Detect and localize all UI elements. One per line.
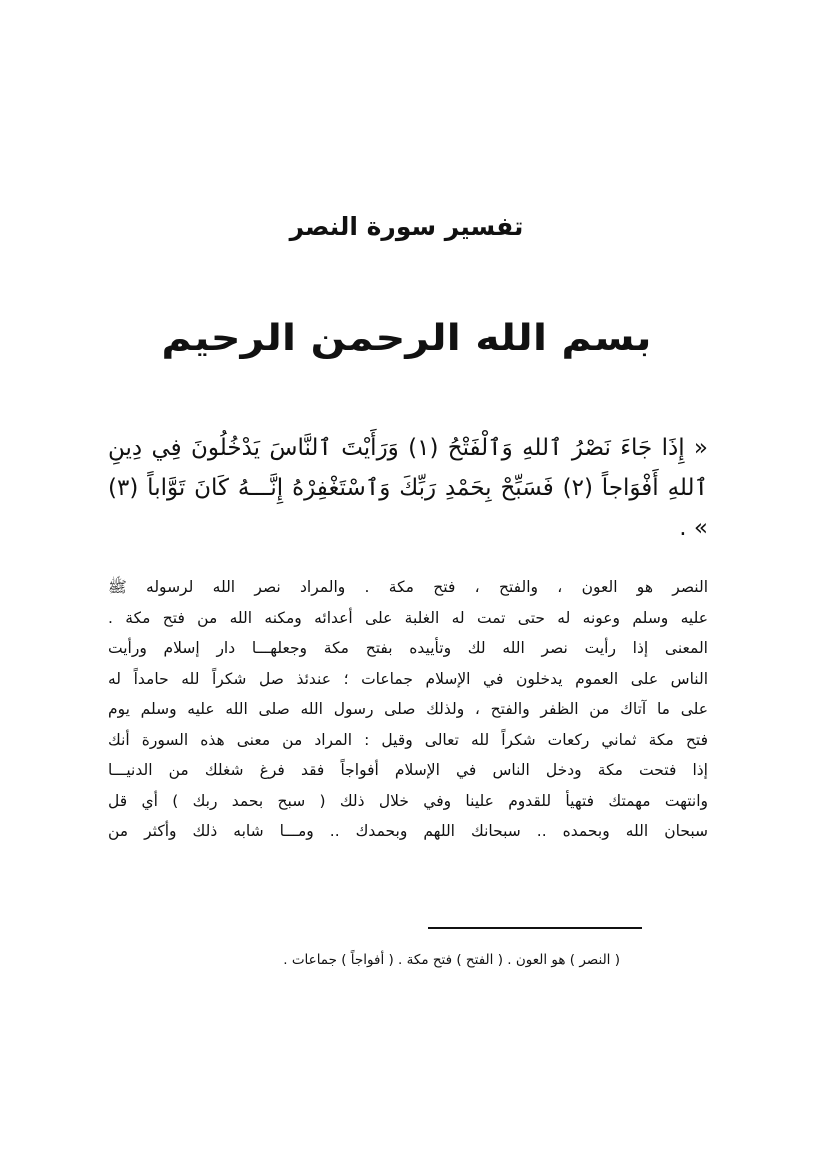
commentary-line: إذا فتحت مكة ودخل الناس في الإسلام أفواجاً فقد فرغ شغلك من الدنيـــا (108, 761, 708, 779)
commentary-line: المعنى إذا رأيت نصر الله لك وتأييده بفتح مكة وجعلهـــا دار إسلام ورأيت (108, 639, 708, 657)
basmala-calligraphy: بسم الله الرحمن الرحيم (161, 318, 652, 359)
commentary-line: النصر هو العون ، والفتح ، فتح مكة . والمراد نصر الله لرسوله ﷺ (108, 578, 708, 596)
commentary-line: وانتهت مهمتك فتهيأ للقدوم علينا وفي خلال ذلك ( سبح بحمد ربك ) أي قل (108, 791, 708, 810)
page-title: تفسير سورة النصر (289, 212, 524, 241)
commentary-text (108, 572, 708, 847)
commentary-line: الناس على العموم يدخلون في الإسلام جماعات ؛ عندئذ صل شكراً لله حامداً له (108, 669, 708, 688)
quran-verse: « إِذَا جَاءَ نَصْرُ ٱللهِ وَٱلْفَتْحُ (١) وَرَأَيْتَ ٱلنَّاسَ يَدْخُلُونَ فِي دِينِ ٱللهِ أَفْوَاجاً (٢) فَسَبِّحْ بِحَمْدِ رَبِّكَ وَٱسْتَغْفِرْهُ إِنَّـــهُ كَانَ تَوَّاباً (٣) » . (108, 435, 708, 541)
commentary-line: فتح مكة ثماني ركعات شكراً لله تعالى وقيل : المراد من معنى هذه السورة أنك (108, 730, 708, 749)
footnote-divider (428, 927, 642, 929)
footnote: ( النصر ) هو العون . ( الفتح ) فتح مكة . ( أفواجاً ) جماعات . (283, 952, 620, 968)
commentary-line: سبحان الله وبحمده .. سبحانك اللهم وبحمدك .. ومـــا شابه ذلك وأكثر من (108, 822, 708, 840)
commentary-line: على ما آتاك من الظفر والفتح ، ولذلك صلى رسول الله صلى الله عليه وسلم يوم (108, 700, 708, 718)
commentary-line: عليه وسلم وعونه له حتى تمت له الغلبة على أعدائه ومكنه الله من فتح مكة . (108, 608, 708, 627)
